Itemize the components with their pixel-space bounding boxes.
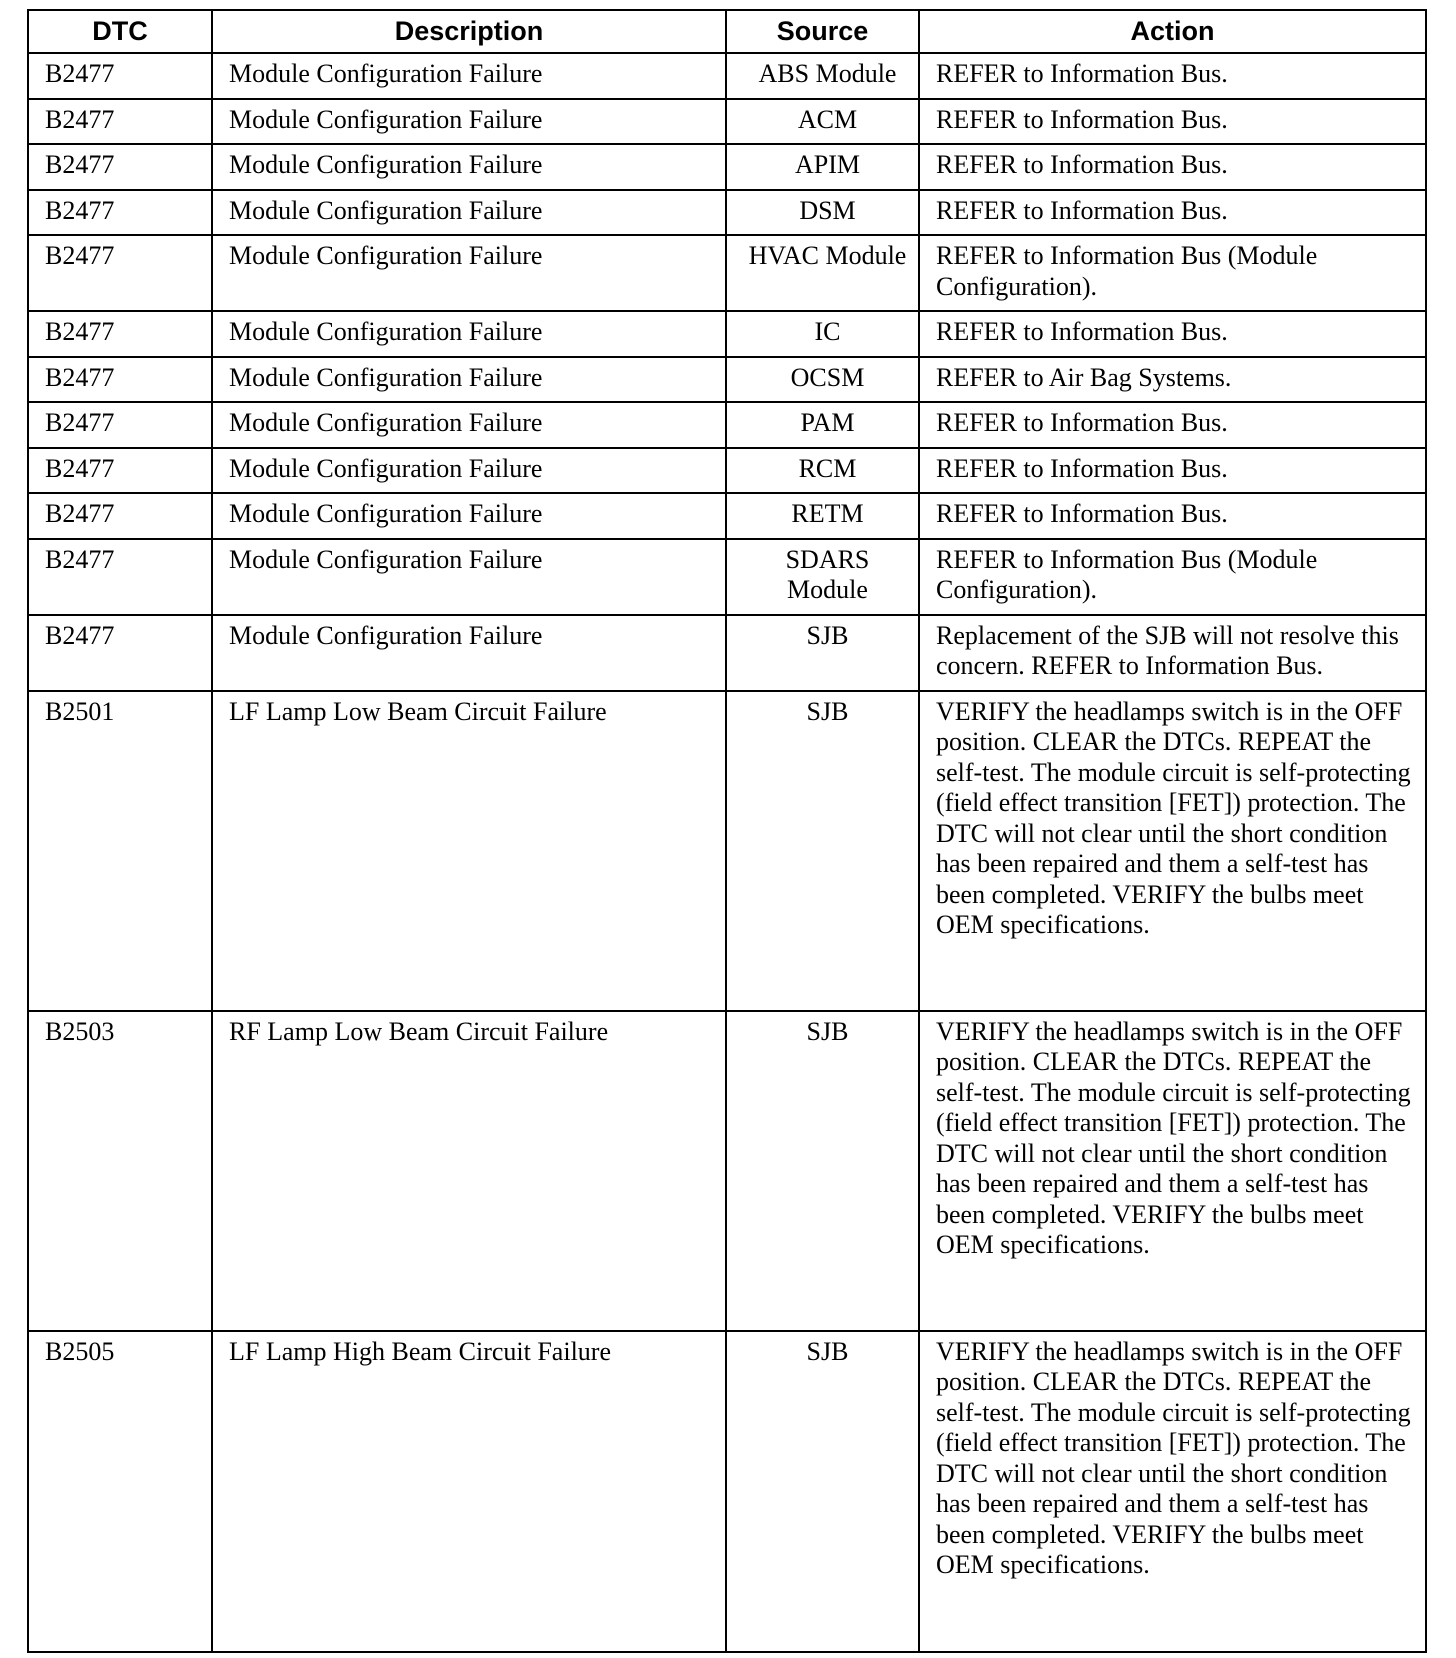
table-row	[28, 691, 1426, 1011]
dtc-source: RCM	[726, 448, 919, 494]
dtc-action: REFER to Information Bus.	[919, 99, 1426, 145]
dtc-description: Module Configuration Failure	[212, 539, 726, 615]
dtc-description: RF Lamp Low Beam Circuit Failure	[212, 1011, 726, 1331]
dtc-source: ABS Module	[726, 53, 919, 99]
dtc-source: PAM	[726, 402, 919, 448]
dtc-source: SJB	[726, 691, 919, 1011]
dtc-action: REFER to Information Bus (Module Configuration).	[919, 539, 1426, 615]
dtc-table	[27, 9, 1427, 1653]
dtc-code: B2477	[28, 615, 212, 691]
dtc-description: Module Configuration Failure	[212, 190, 726, 236]
table-row	[28, 99, 1426, 145]
dtc-description: Module Configuration Failure	[212, 53, 726, 99]
dtc-code: B2477	[28, 235, 212, 311]
dtc-action: REFER to Information Bus (Module Configuration).	[919, 235, 1426, 311]
dtc-description: Module Configuration Failure	[212, 402, 726, 448]
dtc-code: B2477	[28, 493, 212, 539]
header-description: Description	[212, 10, 726, 53]
table-row	[28, 493, 1426, 539]
table-row	[28, 357, 1426, 403]
dtc-code: B2505	[28, 1331, 212, 1652]
dtc-source: SJB	[726, 1011, 919, 1331]
dtc-description: Module Configuration Failure	[212, 99, 726, 145]
dtc-source: SJB	[726, 1331, 919, 1652]
dtc-code: B2477	[28, 402, 212, 448]
table-row	[28, 190, 1426, 236]
dtc-action: REFER to Information Bus.	[919, 144, 1426, 190]
dtc-description: Module Configuration Failure	[212, 144, 726, 190]
dtc-code: B2477	[28, 99, 212, 145]
dtc-source: APIM	[726, 144, 919, 190]
table-row	[28, 1011, 1426, 1331]
dtc-action: REFER to Information Bus.	[919, 311, 1426, 357]
dtc-action: VERIFY the headlamps switch is in the OFF position. CLEAR the DTCs. REPEAT the self-test. The module circuit is self-protecting (field effect transition [FET]) protection. The DTC will not clear until the short condition has been repaired and them a self-test has been completed. VERIFY the bulbs meet OEM specifications.	[919, 1011, 1426, 1331]
table-row	[28, 1331, 1426, 1652]
table-row	[28, 448, 1426, 494]
dtc-source: SDARS Module	[726, 539, 919, 615]
dtc-code: B2477	[28, 53, 212, 99]
dtc-source: IC	[726, 311, 919, 357]
dtc-source: OCSM	[726, 357, 919, 403]
dtc-code: B2477	[28, 539, 212, 615]
dtc-description: Module Configuration Failure	[212, 357, 726, 403]
dtc-description: Module Configuration Failure	[212, 448, 726, 494]
table-row	[28, 615, 1426, 691]
table-header-row	[28, 10, 1426, 53]
table-row	[28, 53, 1426, 99]
dtc-code: B2477	[28, 311, 212, 357]
dtc-description: Module Configuration Failure	[212, 311, 726, 357]
table-row	[28, 144, 1426, 190]
dtc-code: B2477	[28, 448, 212, 494]
dtc-code: B2477	[28, 190, 212, 236]
dtc-source: DSM	[726, 190, 919, 236]
header-action: Action	[919, 10, 1426, 53]
header-dtc: DTC	[28, 10, 212, 53]
dtc-source: RETM	[726, 493, 919, 539]
dtc-description: Module Configuration Failure	[212, 235, 726, 311]
dtc-action: REFER to Air Bag Systems.	[919, 357, 1426, 403]
dtc-description: Module Configuration Failure	[212, 615, 726, 691]
dtc-source: SJB	[726, 615, 919, 691]
table-row	[28, 235, 1426, 311]
dtc-source: HVAC Module	[726, 235, 919, 311]
dtc-action: REFER to Information Bus.	[919, 402, 1426, 448]
dtc-action: VERIFY the headlamps switch is in the OFF position. CLEAR the DTCs. REPEAT the self-test. The module circuit is self-protecting (field effect transition [FET]) protection. The DTC will not clear until the short condition has been repaired and them a self-test has been completed. VERIFY the bulbs meet OEM specifications.	[919, 1331, 1426, 1652]
dtc-action: REFER to Information Bus.	[919, 448, 1426, 494]
table-row	[28, 539, 1426, 615]
dtc-code: B2503	[28, 1011, 212, 1331]
dtc-description: LF Lamp High Beam Circuit Failure	[212, 1331, 726, 1652]
dtc-action: Replacement of the SJB will not resolve this concern. REFER to Information Bus.	[919, 615, 1426, 691]
dtc-code: B2477	[28, 357, 212, 403]
dtc-code: B2477	[28, 144, 212, 190]
dtc-description: LF Lamp Low Beam Circuit Failure	[212, 691, 726, 1011]
dtc-source: ACM	[726, 99, 919, 145]
dtc-code: B2501	[28, 691, 212, 1011]
dtc-action: REFER to Information Bus.	[919, 190, 1426, 236]
table-row	[28, 402, 1426, 448]
dtc-description: Module Configuration Failure	[212, 493, 726, 539]
dtc-action: REFER to Information Bus.	[919, 493, 1426, 539]
dtc-action: REFER to Information Bus.	[919, 53, 1426, 99]
table-row	[28, 311, 1426, 357]
dtc-action: VERIFY the headlamps switch is in the OFF position. CLEAR the DTCs. REPEAT the self-test. The module circuit is self-protecting (field effect transition [FET]) protection. The DTC will not clear until the short condition has been repaired and them a self-test has been completed. VERIFY the bulbs meet OEM specifications.	[919, 691, 1426, 1011]
header-source: Source	[726, 10, 919, 53]
